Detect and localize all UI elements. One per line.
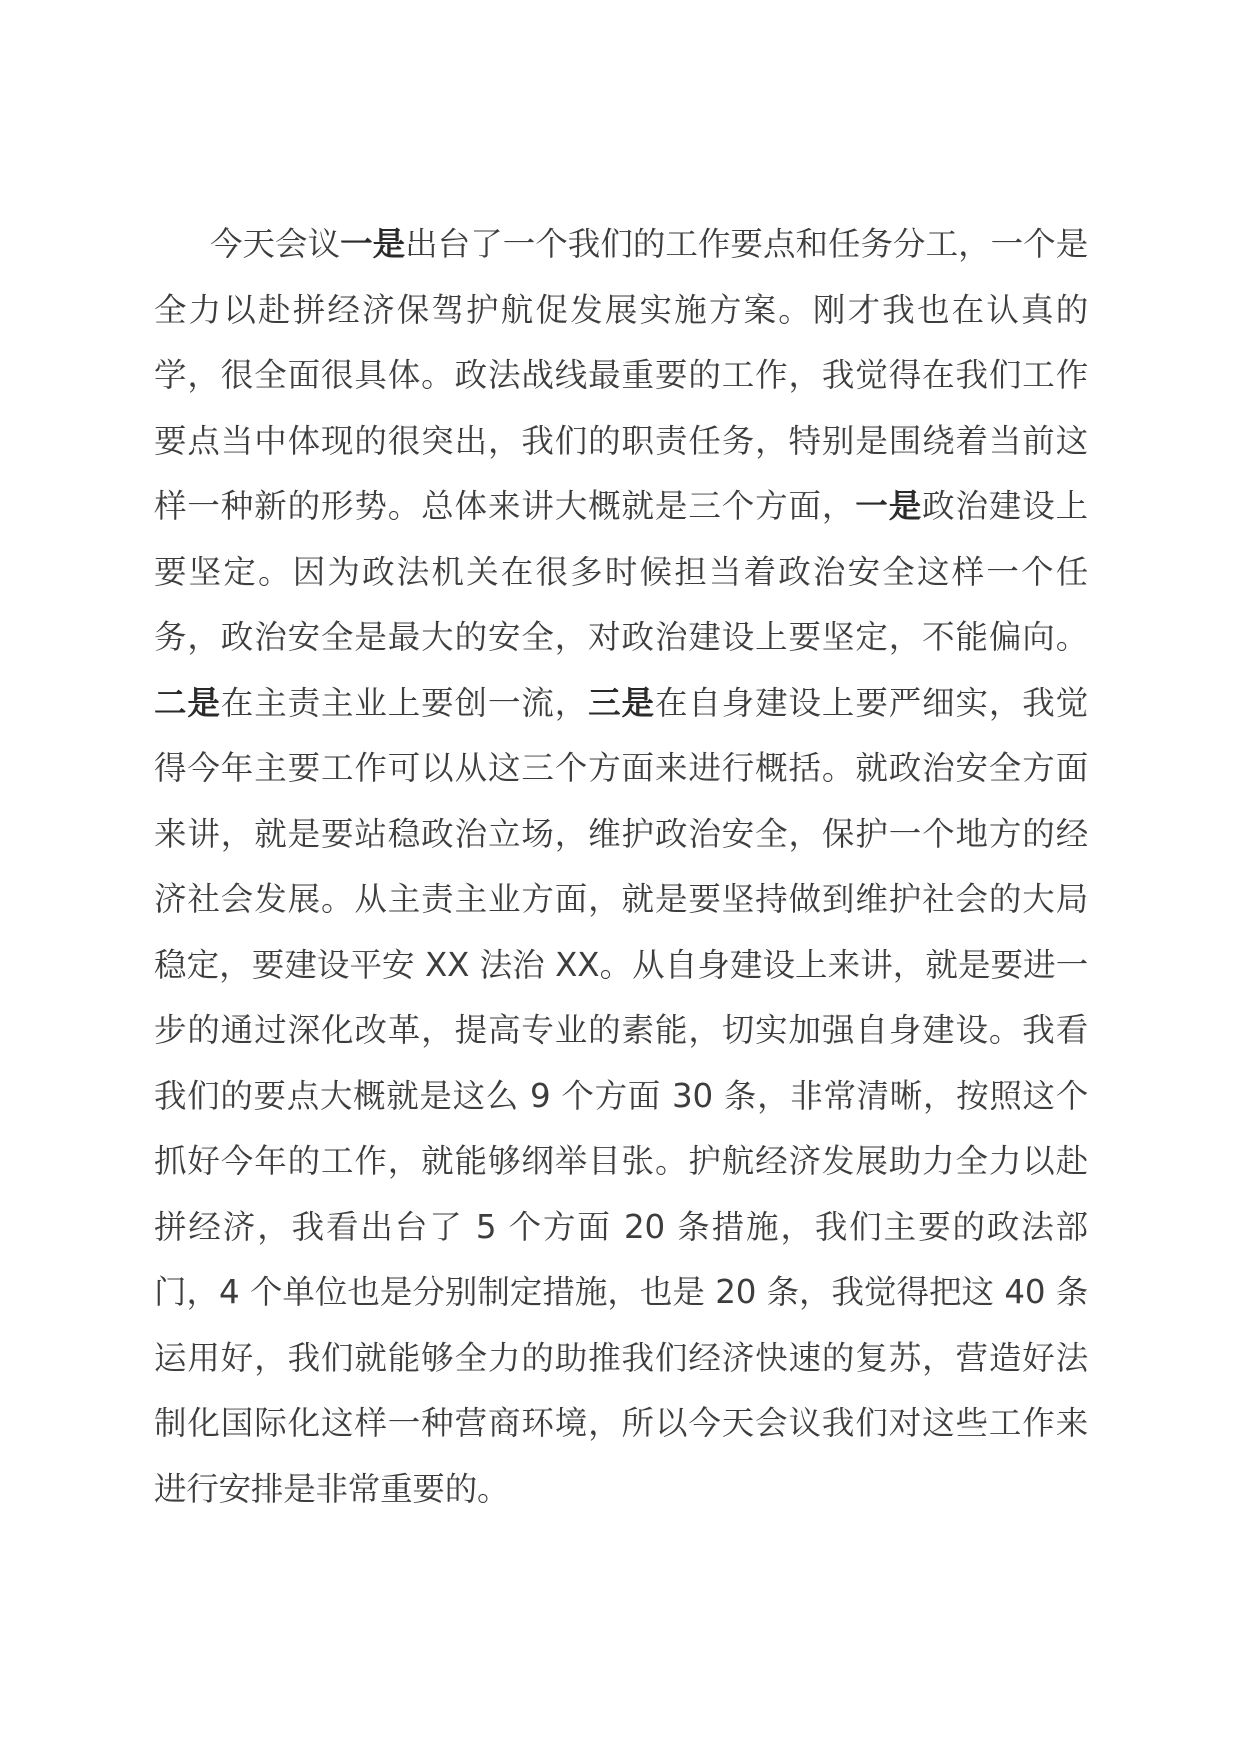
bold-run: 二是 [154, 683, 221, 722]
text-run: 在主责主业上要创一流， [220, 683, 589, 722]
text-run: 出台了一个我们的工作要点和任务分工，一个是全力以赴拼经济保驾护航促发展实施方案。刚才我也在认真的学，很全面很具体。政法战线最重要的工作，我觉得在我们工作要点当中体现的很突出，我们的职责任务，特别是围绕着当前这样一种新的形势。总体来讲大概就是三个方面， [154, 225, 1088, 525]
text-run: 今天会议 [210, 225, 341, 263]
bold-run: 一是 [340, 225, 406, 263]
body-paragraph [154, 212, 1088, 1522]
bold-run: 三是 [588, 683, 655, 722]
text-run: 政治建设上要坚定。因为政法机关在很多时候担当着政治安全这样一个任务，政治安全是最大的安全，对政治建设上要坚定，不能偏向。 [154, 487, 1088, 656]
bold-run: 一是 [855, 487, 923, 525]
text-run: 在自身建设上要严细实，我觉得今年主要工作可以从这三个方面来进行概括。就政治安全方面来讲，就是要站稳政治立场，维护政治安全，保护一个地方的经济社会发展。从主责主业方面，就是要坚持做到维护社会的大局稳定，要建设平安 XX 法治 XX。从自身建设上来讲，就是要进一步的通过深化改革，提高专业的素能，切实加强自身建设。我看我们的要点大概就是这么 9 个方面 30 条，非常清晰，按照这个抓好今年的工作，就能够纲举目张。护航经济发展助力全力以赴拼经济，我看出台了 5 个方面 20 条措施，我们主要的政法部门，4 个单位也是分别制定措施，也是 20 条，我觉得把这 40 条运用好，我们就能够全力的助推我们经济快速的复苏，营造好法制化国际化这样一种营商环境，所以今天会议我们对这些工作来进行安排是非常重要的。 [154, 683, 1088, 1508]
